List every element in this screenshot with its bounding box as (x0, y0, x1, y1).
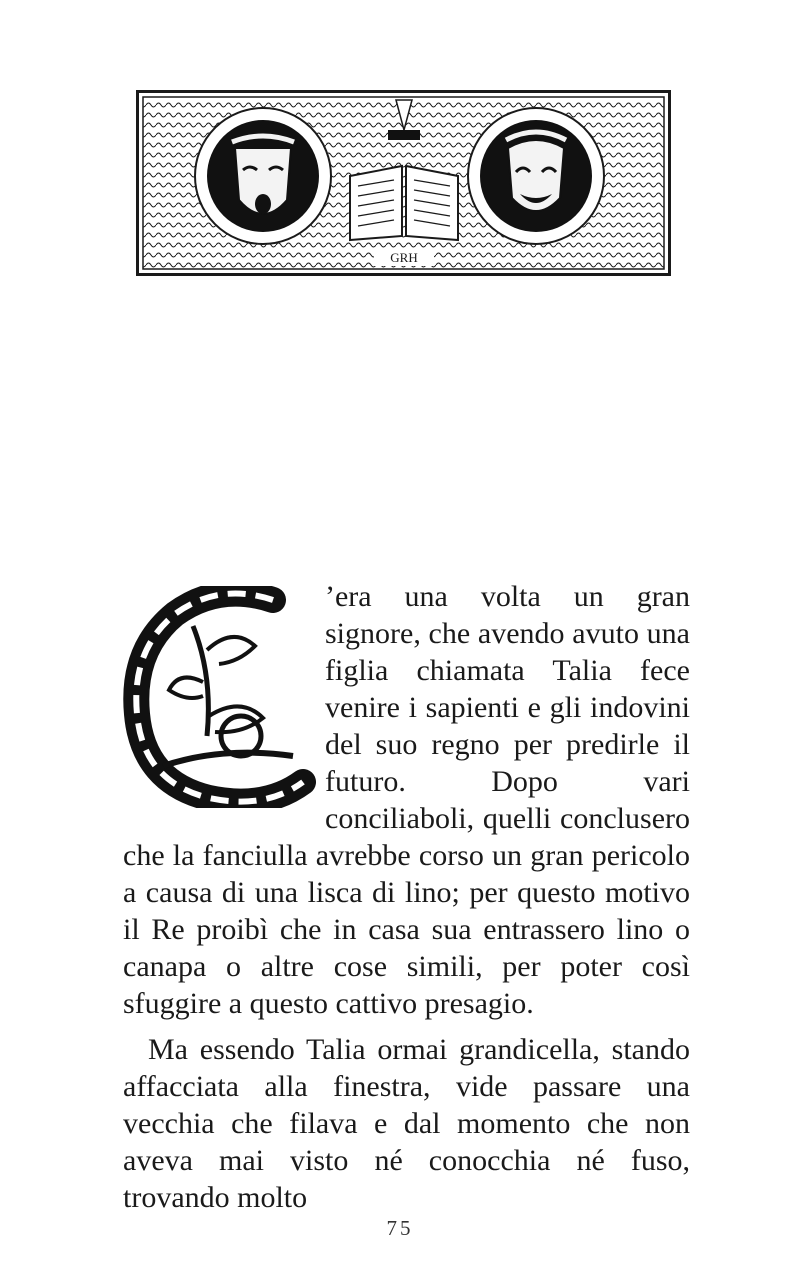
body-text (123, 578, 690, 1216)
page-number: 75 (386, 1216, 414, 1240)
paragraph-1: ’era una volta un gran signore, che avendo avuto una figlia chiamata Talia fece venire i sapienti e gli indovini del suo regno per predirle il futuro. Dopo vari conciliaboli, quelli conclusero che la fanciulla avrebbe corso un gran pericolo a causa di una lisca di lino; per questo motivo il Re proibì che in casa sua entrassero lino o canapa o altre cose simili, per poter così sfuggire a questo cattivo presagio. (123, 580, 690, 1020)
drop-cap-ornament (136, 594, 303, 802)
paragraph-2: Ma essendo Talia ormai grandicella, stando affacciata alla finestra, vide passare una vecchia che filava e dal momento che non aveva mai visto né conocchia né fuso, trovando molto (123, 1033, 690, 1214)
ornament-caption: GRH (390, 250, 418, 265)
header-ornament (136, 90, 671, 276)
tragedy-mask-medallion (195, 108, 331, 244)
drop-cap-c (123, 586, 321, 808)
comedy-mask-medallion (468, 108, 604, 244)
